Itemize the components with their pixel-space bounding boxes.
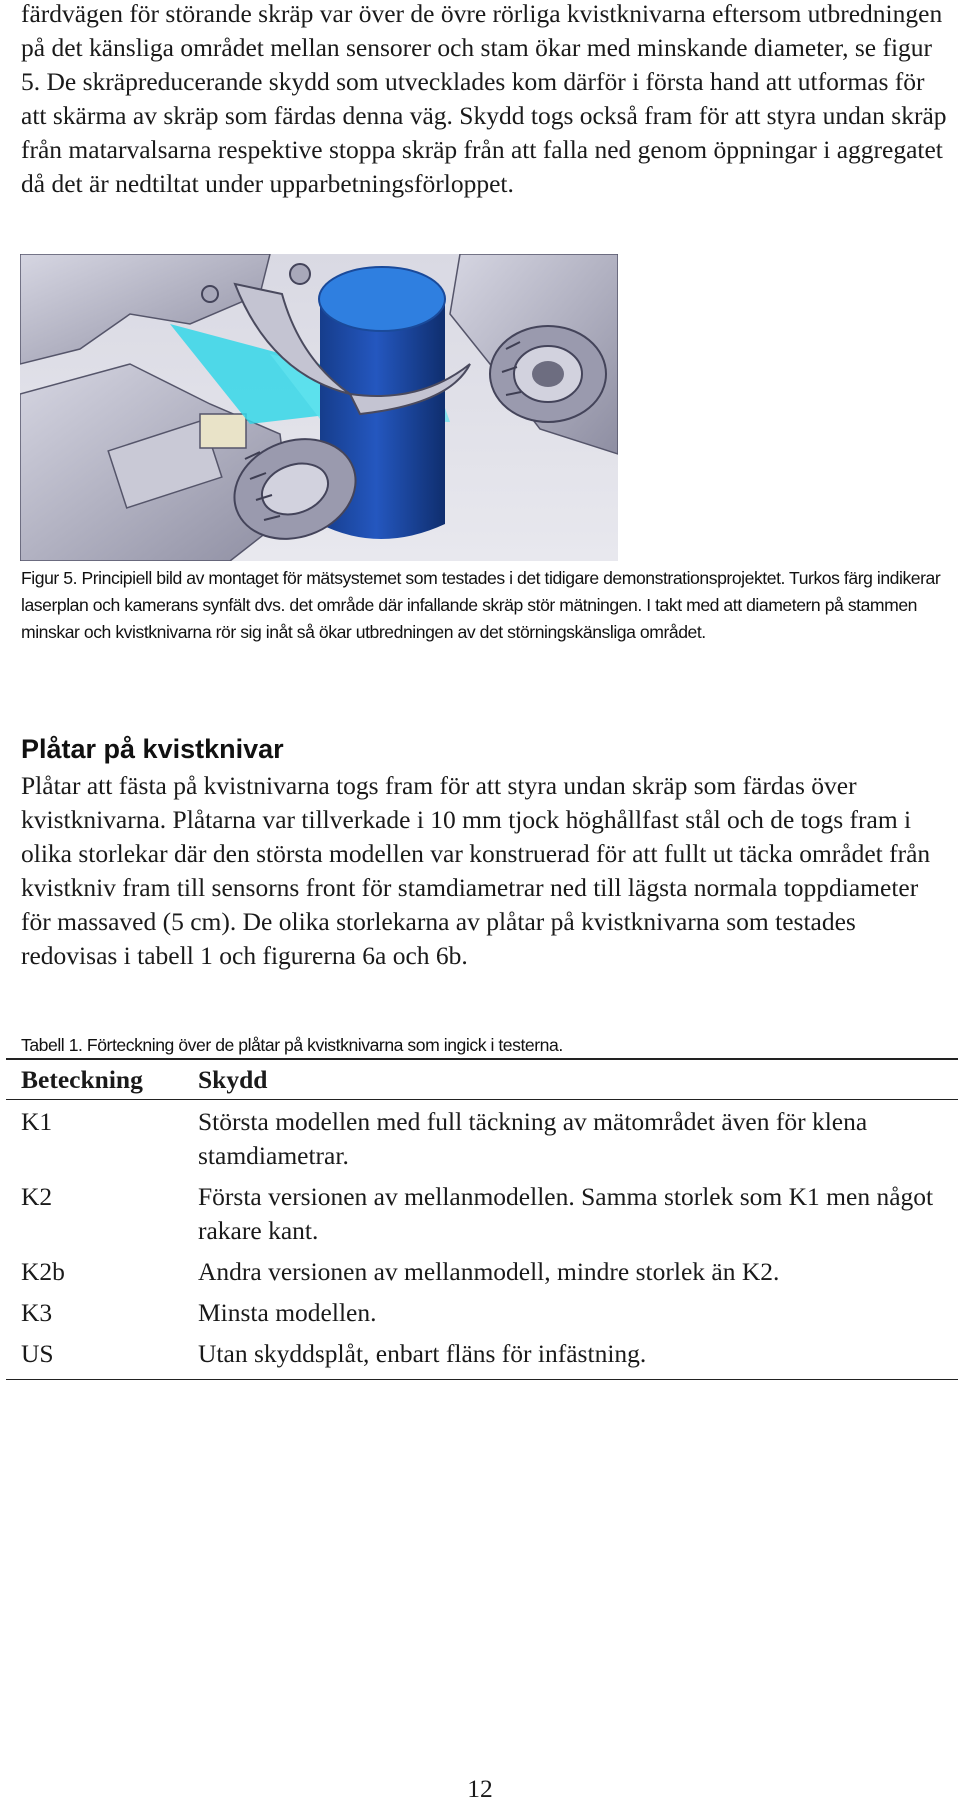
table-row <box>6 1255 958 1296</box>
table-row <box>6 1180 958 1255</box>
page-number: 12 <box>467 1774 493 1803</box>
stem-top <box>319 267 445 331</box>
row-description: Minsta modellen. <box>198 1298 377 1327</box>
section-heading: Plåtar på kvistknivar <box>21 734 284 764</box>
row-description: Första versionen av mellanmodellen. Samma storlek som K1 men något rakare kant. <box>198 1182 934 1245</box>
row-designation: US <box>6 1337 198 1380</box>
table-row <box>6 1296 958 1337</box>
figure-5-image <box>20 254 618 561</box>
intro-paragraph: färdvägen för störande skräp var över de övre rörliga kvistknivarna eftersom utbredningen på det känsliga området mellan sensorer och stam ökar med minskande diameter, se figur 5. De skräpreducerande skydd som utvecklades kom därför i första hand att utformas för att skärma av skräp som färdas denna väg. Skydd togs också fram för att styra undan skräp från matarvalsarna respektive stoppa skräp från att falla ned genom öppningar i aggregatet då det är nedtiltat under upparbetningsförloppet. <box>21 0 947 198</box>
sensor-box <box>200 414 246 448</box>
row-designation: K1 <box>21 1107 53 1136</box>
row-designation: K3 <box>21 1298 53 1327</box>
table-header-row <box>6 1059 958 1100</box>
row-description: Andra versionen av mellanmodell, mindre storlek än K2. <box>198 1257 780 1286</box>
column-header-protection: Skydd <box>198 1059 958 1100</box>
bolt <box>290 264 310 284</box>
row-description: Utan skyddsplåt, enbart fläns för infästning. <box>198 1337 958 1380</box>
row-designation: K2b <box>21 1257 65 1286</box>
column-header-designation: Beteckning <box>6 1059 198 1100</box>
section-paragraph: Plåtar att fästa på kvistnivarna togs fram för att styra undan skräp som färdas över kvistknivarna. Plåtarna var tillverkade i 10 mm tjock höghållfast stål och de togs fram i olika storlekar där den största modellen var konstruerad för att fullt ut täcka området från kvistkniv fram till sensorns front för stamdiametrar ned till lägsta normala toppdiameter för massaved (5 cm). De olika storlekarna av plåtar på kvistknivarna som testades redovisas i tabell 1 och figurerna 6a och 6b. <box>21 771 931 970</box>
table-row <box>6 1100 958 1181</box>
figure-caption: Figur 5. Principiell bild av montaget för mätsystemet som testades i det tidigare demonstrationsprojektet. Turkos färg indikerar laserplan och kamerans synfält dvs. det område där infallande skräp stör mätningen. I takt med att diametern på stammen minskar och kvistknivarna rör sig inåt så ökar utbredningen av det störningskänsliga området. <box>21 568 941 642</box>
shield-table <box>6 1058 958 1380</box>
table-caption: Tabell 1. Förteckning över de plåtar på kvistknivarna som ingick i testerna. <box>21 1035 563 1055</box>
row-designation: K2 <box>21 1182 53 1211</box>
row-description: Största modellen med full täckning av mätområdet även för klena stamdiametrar. <box>198 1107 868 1170</box>
bolt <box>202 286 218 302</box>
table-row <box>6 1337 958 1380</box>
